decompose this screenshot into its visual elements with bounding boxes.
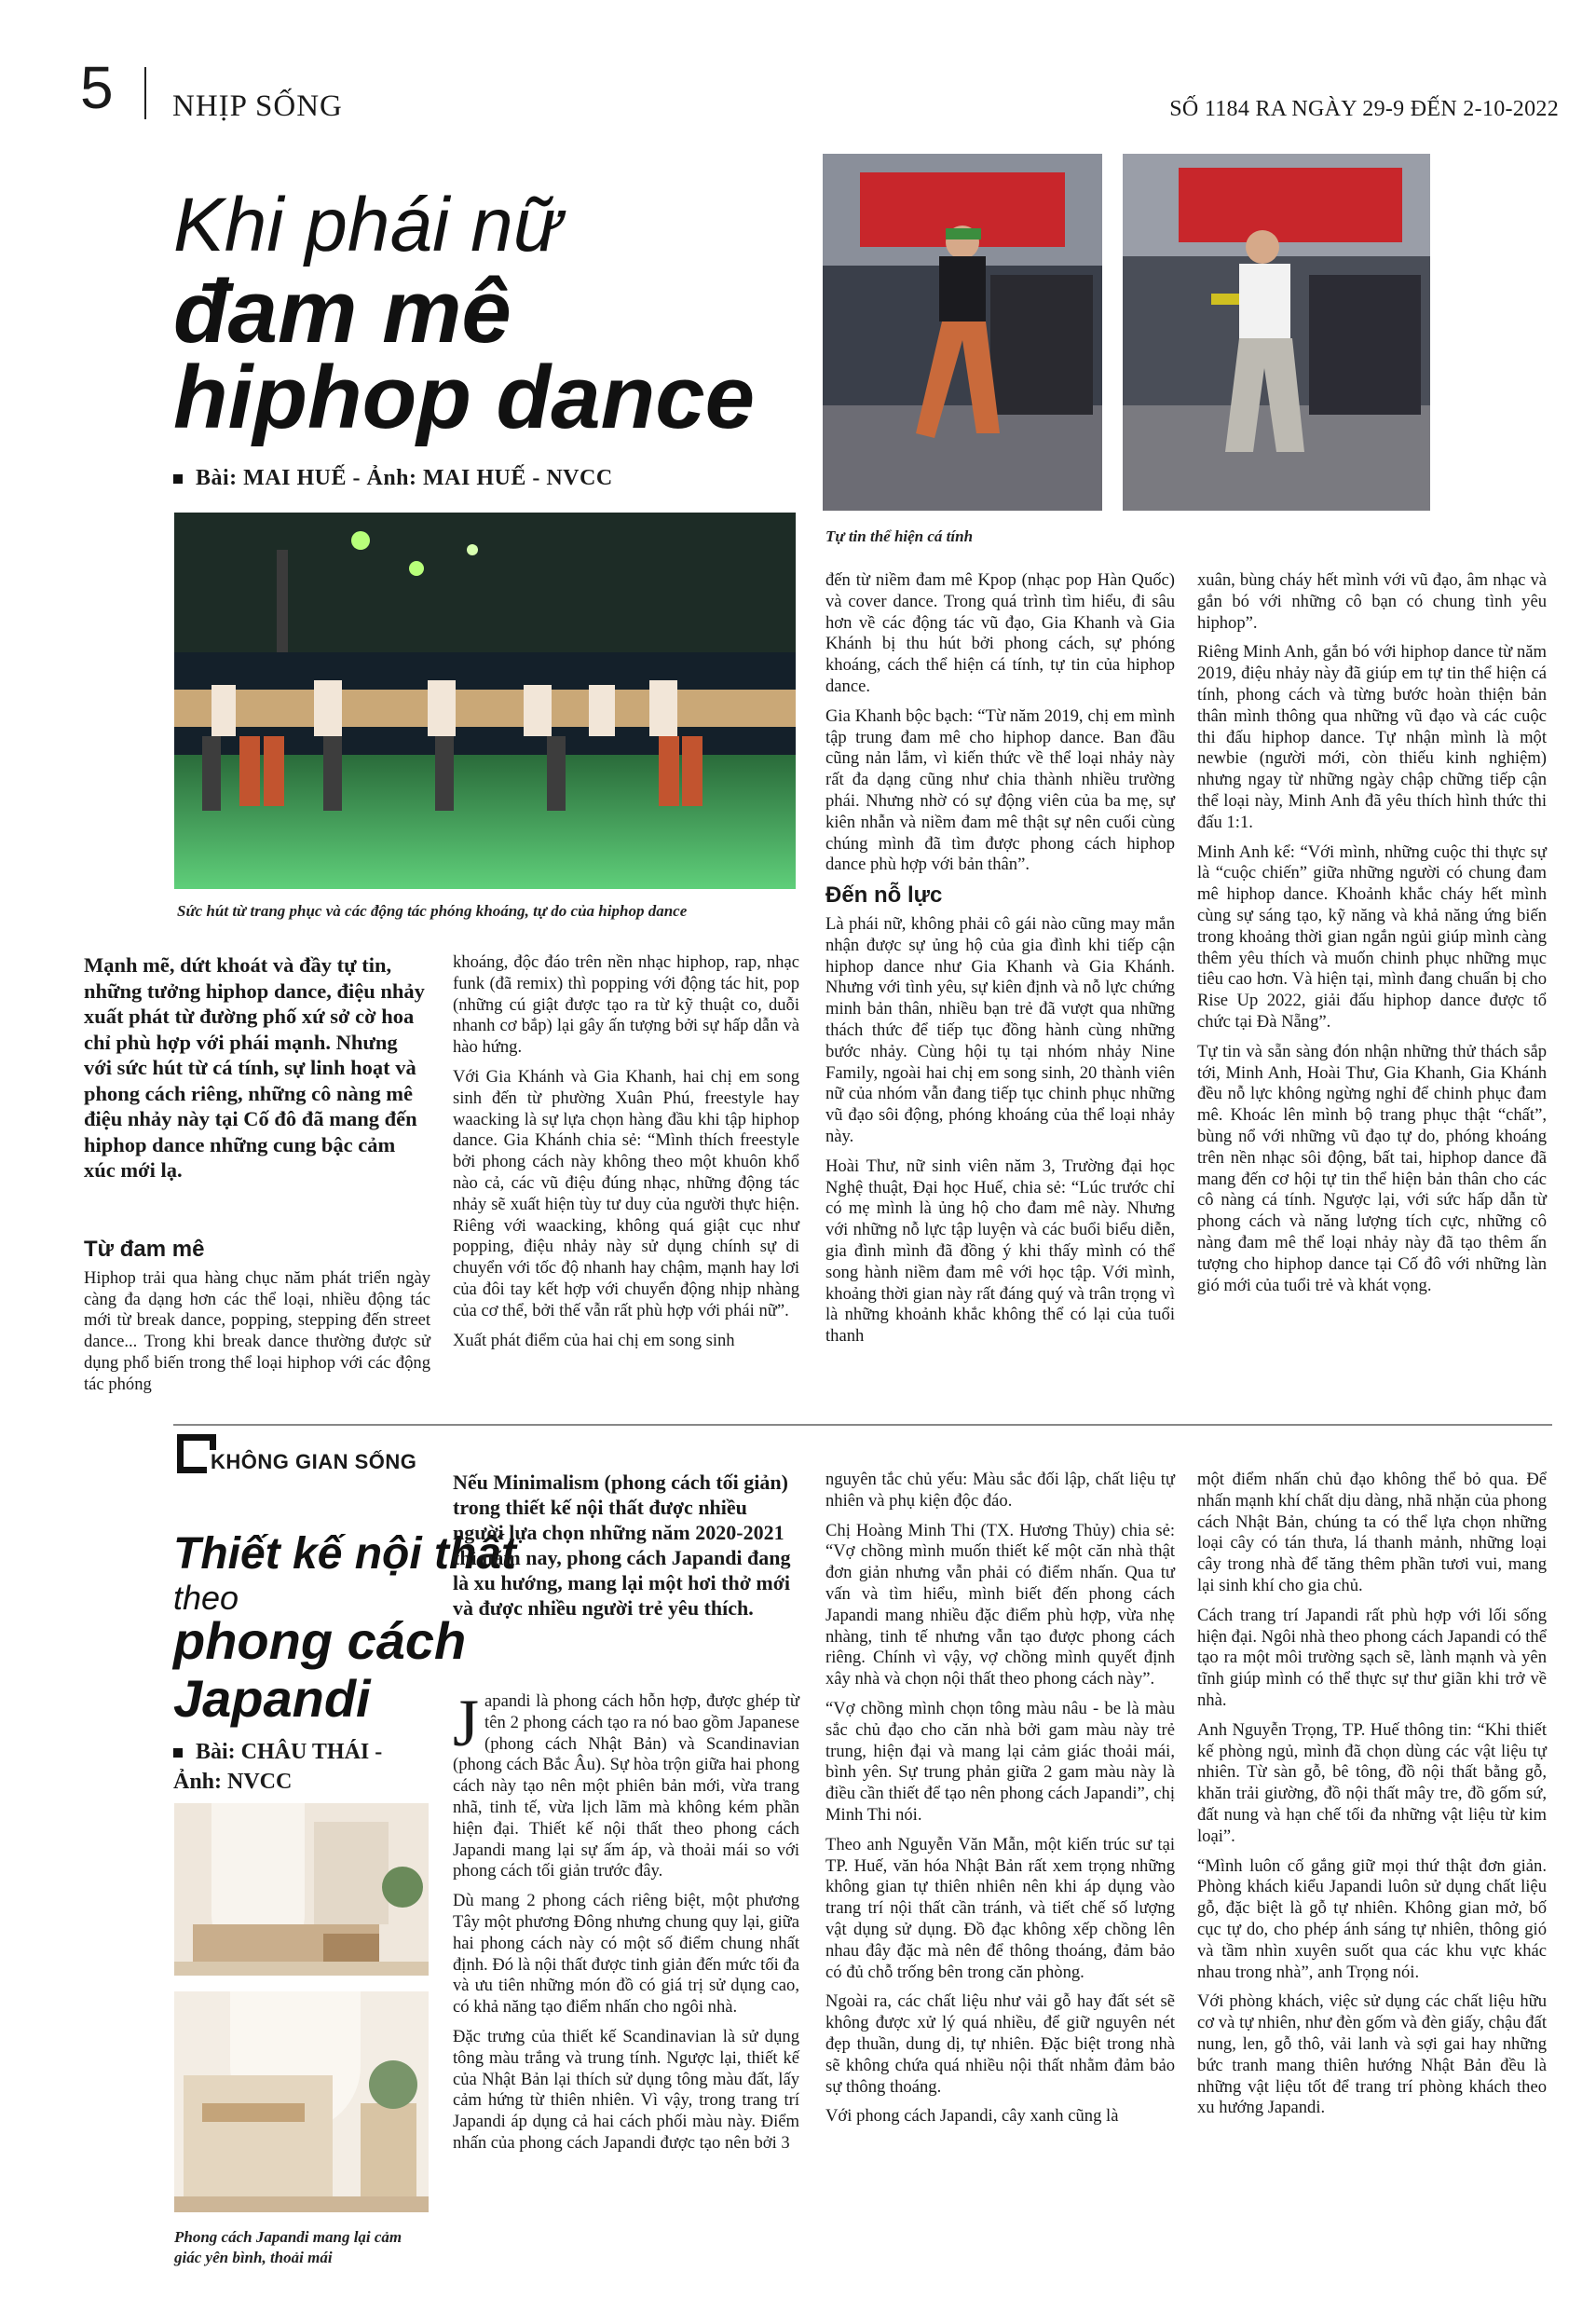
article2-byline-text: Bài: CHÂU THÁI - Ảnh: NVCC — [173, 1740, 383, 1794]
bullet-square — [173, 474, 183, 484]
photo-caption-main: Sức hút từ trang phục và các động tác phóng khoáng, tự do của hiphop dance — [177, 902, 688, 920]
paragraph: xuân, bùng cháy hết mình với vũ đạo, âm nhạc và gắn bó với những cô bạn có chung tình yêu hiphop”. — [1197, 570, 1547, 633]
paragraph: “Mình luôn cố gắng giữ mọi thứ thật đơn giản. Phòng khách kiểu Japandi luôn sử dụng chất liệu gỗ, đặc biệt là gỗ tự nhiên. Không gian mở, bố cục tự do, cho phép ánh sáng tự nhiên, thông gió và tầm nhìn xuyên suốt qua các khu vực khác nhau trong nhà”, anh Trọng nói. — [1197, 1855, 1547, 1982]
article1-col1 — [84, 1239, 430, 1404]
article2-lead: Nếu Minimalism (phong cách tối giản) trong thiết kế nội thất được nhiều người lựa chọn những năm 2020-2021 thì năm nay, phong cách Japandi đang là xu hướng, mang lại một hơi thở mới và được nhiều người trẻ yêu thích. — [453, 1471, 791, 1620]
bullet-square — [173, 1748, 183, 1758]
paragraph: Xuất phát điểm của hai chị em song sinh — [453, 1330, 735, 1350]
paragraph: Dù mang 2 phong cách riêng biệt, một phương Tây một phương Đông nhưng chung quy lại, giữa hai phong cách này có một số điểm chung nhất định. Đó là nội thất được tinh giản đến mức tối đa và ưu tiên những món đồ có giá trị sử dụng cao, có khả năng tạo điểm nhấn cho ngôi nhà. — [453, 1891, 799, 2018]
paragraph: Hoài Thư, nữ sinh viên năm 3, Trường đại học Nghệ thuật, Đại học Huế, chia sẻ: “Lúc trước chỉ có mẹ mình là ủng hộ cho đam mê này. Nhưng với những nỗ lực tập luyện và các buổi biểu diễn, gia đình mình đã đồng ý khi thấy mình có thể song hành niềm đam mê với học tập. Với mình, khoảng thời gian này rất đáng quý và trân trọng vì là những khoảnh khắc không thể có lại của tuổi thanh — [825, 1156, 1175, 1347]
page-number: 5 — [80, 54, 114, 121]
article1-col2 — [453, 952, 799, 1360]
paragraph: Minh Anh kể: “Với mình, những cuộc thi thực sự là “cuộc chiến” giữa những người có chung đam mê hiphop dance. Khoảnh khắc cháy hết mình cùng sự sáng tạo, kỹ năng và khả năng ứng biến trong khoảng thời gian ngắn ngủi giúp mình càng thêm yêu thích và muốn chinh phục những mục tiêu cao hơn. Và hiện tại, mình đang chuẩn bị cho Rise Up 2022, giải đấu hiphop dance được tổ chức tại Đà Nẵng”. — [1197, 841, 1547, 1032]
article2-title-line1: Thiết kế nội thất — [173, 1529, 517, 1579]
article1-title-line2: đam mê — [173, 262, 512, 362]
paragraph: Với phòng khách, việc sử dụng các chất liệu hữu cơ và tự nhiên, như đèn gốm và đèn giấy, chậu đất nung, len, gỗ thô, vải lanh và sợi gai hay những bức tranh mang thiên hướng Nhật Bản đều là những vật liệu tốt để trang trí phòng khách theo xu hướng Japandi. — [1197, 1991, 1547, 2118]
article2-byline — [173, 1737, 425, 1797]
article1-lead: Mạnh mẽ, dứt khoát và đầy tự tin, những tưởng hiphop dance, điệu nhảy xuất phát từ đường phố xứ sở cờ hoa chỉ phù hợp với phái mạnh. Nhưng với sức hút từ cá tính, sự linh hoạt và phong cách riêng, những cô nàng mê điệu nhảy này tại Cố đô đã mang đến hiphop dance những cung bậc cảm xúc mới lạ. — [84, 953, 425, 1182]
paragraph: một điểm nhấn chủ đạo không thể bỏ qua. Để nhấn mạnh khí chất dịu dàng, nhã nhặn của phong cách Nhật Bản, chúng ta có thể lựa chọn những loại cây có tán thưa, lá thanh mảnh, những loại cây trong nhà để tăng thêm phần tươi vui, mang lại sinh khí cho gia chủ. — [1197, 1470, 1547, 1595]
article1-col4 — [1197, 570, 1547, 1305]
article1-byline-text: Bài: MAI HUẾ - Ảnh: MAI HUẾ - NVCC — [196, 466, 613, 490]
paragraph-text: apandi là phong cách hỗn hợp, được ghép từ tên 2 phong cách tạo ra nó bao gồm Japanese (phong cách Nhật Bản) và Scandinavian (phong cách Bắc Âu). Sự hòa trộn giữa hai phong cách này tạo nên một phiên bản mới, vừa trang nhã, tinh tế, vừa lịch lãm mà không kém phần hiện đại. Thiết kế nội thất theo phong cách Japandi mang lại sự ấm áp, và thoải mái so với phong cách tối giản trước đây. — [453, 1691, 799, 1881]
paragraph: Ngoài ra, các chất liệu như vải gỗ hay đất sét sẽ không được xử lý quá nhiều, để giữ nguyên nét đẹp thuần, dung dị, tự nhiên. Đặc biệt trong nhà sẽ không chứa quá nhiều nội thất nhằm đảm bảo sự thông thoáng. — [825, 1991, 1175, 2097]
issue-info: SỐ 1184 RA NGÀY 29-9 ĐẾN 2-10-2022 — [1169, 97, 1559, 121]
article1-col3 — [825, 570, 1175, 1356]
article2-col1 — [453, 1686, 799, 2163]
header-divider — [144, 67, 146, 119]
article1-title-line1: Khi phái nữ — [173, 183, 562, 267]
article2-col3 — [1197, 1470, 1547, 2127]
paragraph: Gia Khanh bộc bạch: “Từ năm 2019, chị em mình tập trung đam mê cho hiphop dance. Ban đầu cũng nản lắm, vì kiến thức về thể loại nhảy này rất đa dạng cũng như chia thành nhiều trường phái. Nhưng nhờ có sự động viên của ba mẹ, sự kiên nhẫn và niềm đam mê thật sự nên cuối cùng chúng mình đã tìm được phong cách hiphop dance phù hợp với bản thân”. — [825, 705, 1175, 875]
interior-photo-caption: Phong cách Japandi mang lại cảm giác yên bình, thoải mái — [174, 2228, 402, 2266]
section-divider — [173, 1424, 1552, 1426]
paragraph: Riêng Minh Anh, gắn bó với hiphop dance từ năm 2019, điệu nhảy này đã giúp em tự tin thể hiện cá tính, phong cách và từng bước hoàn thiện bản thân mình thông qua những vũ đạo và các cuộc thi đấu hiphop dance. Tự nhận mình là một newbie (người mới, còn thiếu kinh nghiệm) nhưng ngay từ những ngày chập chững tiếp cận thể loại này, Minh Anh đã yêu thích hình thức thi đấu 1:1. — [1197, 642, 1547, 832]
paragraph: đến từ niềm đam mê Kpop (nhạc pop Hàn Quốc) và cover dance. Trong quá trình tìm hiểu, đi sâu hơn về các động tác vũ đạo, Gia Khanh và Gia Khánh bị thu hút bởi phong cách, sự phóng khoáng, cách thể hiện cá tính, tự tin của hiphop dance. — [825, 570, 1175, 696]
paragraph: Là phái nữ, không phải cô gái nào cũng may mắn nhận được sự ủng hộ của gia đình khi tiếp cận hiphop dance như Gia Khanh và Gia Khánh. Nhưng với tình yêu, sự kiên định và nỗ lực chứng minh bản thân, nhiều bạn trẻ đã vượt qua những thách thức để tiếp tục đồng hành cùng những bước nhảy. Cùng hội tụ tại nhóm nhảy Nine Family, ngoài hai chị em song sinh, 20 thành viên nữ của nhóm vẫn đang tiếp tục chinh phục những vũ đạo sôi động, phóng khoáng của thể loại nhảy này. — [825, 913, 1175, 1146]
paragraph: Với phong cách Japandi, cây xanh cũng là — [825, 2106, 1119, 2127]
subhead-den-no-luc: Đến nỗ lực — [825, 882, 943, 909]
article2-col2 — [825, 1470, 1175, 2136]
article2-title-line3: phong cách — [173, 1611, 467, 1670]
paragraph — [453, 1686, 799, 1882]
drop-cap: J — [453, 1686, 480, 1760]
paragraph: Đặc trưng của thiết kế Scandinavian là sử dụng tông màu trắng và trung tính. Ngược lại, thiết kế của Nhật Bản lại thích sử dụng tông màu đất, lấy cảm hứng từ thiên nhiên. Vì vậy, trong trang trí Japandi áp dụng cả hai cách phối màu này. Điểm nhấn của phong cách Japandi được tạo nên bởi 3 — [453, 2026, 799, 2153]
photo-caption-top: Tự tin thể hiện cá tính — [825, 527, 974, 545]
paragraph: Hiphop trải qua hàng chục năm phát triển ngày càng đa dạng hơn các thể loại, nhiều động tác mới từ break dance, popping, stepping đến street dance... Trong khi break dance thường được sử dụng phổ biến trong thể loại hiphop với các động tác phóng — [84, 1267, 430, 1394]
dancer-photo-right — [1123, 154, 1430, 511]
article2-title-line4: Japandi — [173, 1669, 371, 1728]
paragraph: Chị Hoàng Minh Thi (TX. Hương Thủy) chia sẻ: “Vợ chồng mình muốn thiết kế một căn nhà thật đơn giản nhưng vẫn phải có điểm nhấn. Qua tư vấn và tìm hiểu, mình biết đến phong cách Japandi mang nhiều đặc điểm phù hợp, vừa nhẹ nhàng, tinh tế nhưng vẫn tạo được phong cách riêng. Chính vì vậy, vợ chồng mình quyết định xây nhà và chọn nội thất theo phong cách này”. — [825, 1520, 1175, 1690]
paragraph: khoáng, độc đáo trên nền nhạc hiphop, rap, nhạc funk (đã remix) thì popping với động tác hit, pop (những cú giật được tạo ra từ kỹ thuật co, duỗi nhanh cơ bắp) lại gây ấn tượng bởi sự hấp dẫn và hào hứng. — [453, 952, 799, 1058]
article1-byline — [173, 466, 613, 491]
section-label: KHÔNG GIAN SỐNG — [207, 1450, 416, 1474]
paragraph: “Vợ chồng mình chọn tông màu nâu - be là màu sắc chủ đạo cho căn nhà bởi gam màu này trẻ trung, hiện đại và mang lại cảm giác thoải mái, bình yên. Sự trung phản giữa 2 gam màu này là điều cần thiết để tạo nên phong cách Japandi”, chị Minh Thi nói. — [825, 1698, 1175, 1825]
subhead-tu-dam-me: Từ đam mê — [84, 1237, 205, 1262]
paragraph: Với Gia Khánh và Gia Khanh, hai chị em song sinh đến từ phường Xuân Phú, freestyle hay waacking là sự lựa chọn hàng đầu khi tập hiphop dance. Gia Khánh chia sẻ: “Mình thích freestyle bởi phong cách này không theo một khuôn khổ nào cả, các vũ điệu đúng nhạc, những động tác nhảy sẽ xuất hiện tùy tư duy của người thực hiện. Riêng với waacking, không quá giật cục như popping, điệu nhảy này sử dụng chính sự di chuyển với tốc độ nhanh hay chậm, mạnh hay lơi của đôi tay kết hợp với chuyển động nhịp nhàng của cơ thể, bởi thế vẫn rất phù hợp với phái nữ”. — [453, 1066, 799, 1320]
paragraph: Cách trang trí Japandi rất phù hợp với lối sống hiện đại. Ngôi nhà theo phong cách Japandi có thể tạo ra một môi trường sạch sẽ, lành mạnh và yên tĩnh giúp mình có thể thực sự thư giãn khi trở về nhà. — [1197, 1605, 1547, 1710]
paragraph: Theo anh Nguyễn Văn Mẫn, một kiến trúc sư tại TP. Huế, văn hóa Nhật Bản rất xem trọng những không gian tự thiên nhiên nên khi áp dụng vào trang trí nội thất cần tránh, và tiết chế số lượng vật dụng sử dụng. Đồ đạc không xếp chồng lên nhau đây đặc mà nên để thông thoáng, đảm bảo có đủ chỗ trống bên trong căn phòng. — [825, 1834, 1175, 1982]
interior-photo-2 — [174, 1991, 429, 2212]
article2-title-line2: theo — [173, 1579, 239, 1617]
main-dance-photo — [174, 513, 796, 889]
paragraph: Tự tin và sẵn sàng đón nhận những thử thách sắp tới, Minh Anh, Hoài Thư, Gia Khanh, Gia Khánh đều nỗ lực không ngừng nghỉ để chinh phục đam mê. Khoác lên mình bộ trang phục thật “chất”, bùng nổ với những vũ đạo tự do, phóng khoáng trên nền nhạc sôi động, bất tai, hiphop dance đã mang đến cơ hội tự tin thể hiện bản thân cho các cô nàng cá tính. Ngược lại, với sức hấp dẫn từ phong cách và năng lượng tích cực, những cô nàng đam mê thể loại nhảy này đã tạo thêm ấn tượng cho hiphop dance tại Cố đô với những làn gió mới của tuổi trẻ và khát vọng. — [1197, 1041, 1547, 1295]
paragraph: nguyên tắc chủ yếu: Màu sắc đối lập, chất liệu tự nhiên và phụ kiện độc đáo. — [825, 1470, 1175, 1511]
paragraph: Anh Nguyễn Trọng, TP. Huế thông tin: “Khi thiết kế phòng ngủ, mình đã chọn dùng các vật liệu tự nhiên. Từ sàn gỗ, bê tông, đồ nội thất bằng gỗ, khăn trải giường, đồ nội thất mây tre, đồ gốm sứ, đất nung và hạn chế tối đa những vật liệu từ kim loại”. — [1197, 1719, 1547, 1846]
dancer-photo-left — [823, 154, 1102, 511]
article1-title-line3: hiphop dance — [173, 348, 755, 447]
section-name: NHỊP SỐNG — [172, 89, 343, 123]
interior-photo-1 — [174, 1803, 429, 1976]
